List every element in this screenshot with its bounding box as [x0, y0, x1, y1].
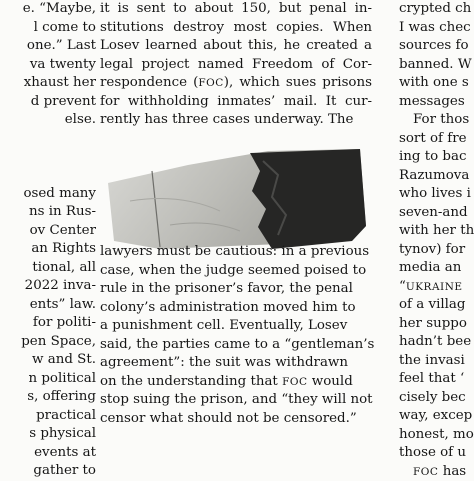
left-column	[0, 0, 96, 481]
text-line: e. “Maybe,	[0, 0, 96, 19]
middle-column	[100, 0, 372, 130]
text-line: I was chec	[399, 19, 474, 38]
text-line: l come to	[0, 19, 96, 38]
text-line: Razumova	[399, 167, 474, 186]
text-line: messages	[399, 93, 474, 112]
text-line: tional, all	[0, 259, 96, 278]
text-line: respondence (FOC), which sues prisons	[100, 74, 372, 93]
text-line: FOC has	[399, 463, 474, 481]
text-line: lawyers must be cautious: in a previous	[100, 243, 372, 262]
text-line: hadn’t bee	[399, 333, 474, 352]
text-line: ov Center	[0, 222, 96, 241]
text-line: a punishment cell. Eventually, Losev	[100, 317, 372, 336]
text-line: osed many	[0, 185, 96, 204]
text-line: else.	[0, 111, 96, 130]
text-line: banned. W	[399, 56, 474, 75]
torn-paper-illustration	[100, 131, 372, 249]
left-column-top-text	[0, 0, 96, 130]
text-line: practical	[0, 407, 96, 426]
text-line: sources fo	[399, 37, 474, 56]
text-line: ing to bac	[399, 148, 474, 167]
text-line: one.” Last	[0, 37, 96, 56]
text-line: feel that ‘	[399, 370, 474, 389]
text-line: seven-and	[399, 204, 474, 223]
text-line: of a villag	[399, 296, 474, 315]
text-line: legal project named Freedom of Cor-	[100, 56, 372, 75]
middle-column-bottom-text	[100, 243, 372, 428]
text-line: way, excep	[399, 407, 474, 426]
text-line: ents” law.	[0, 296, 96, 315]
text-line: with one s	[399, 74, 474, 93]
text-line: rule in the prisoner’s favor, the penal	[100, 280, 372, 299]
text-line: it is sent to about 150, but penal in-	[100, 0, 372, 19]
text-line: with her th	[399, 222, 474, 241]
text-line: sort of fre	[399, 130, 474, 149]
text-line: agreement”: the suit was withdrawn	[100, 354, 372, 373]
middle-column-top-text	[100, 0, 372, 130]
text-line: cisely bec	[399, 389, 474, 408]
text-line: rently has three cases underway. The	[100, 111, 372, 130]
text-line: “UKRAINE	[399, 278, 474, 297]
text-line: for politi-	[0, 314, 96, 333]
text-line: events at	[0, 444, 96, 463]
text-line: n political	[0, 370, 96, 389]
text-line: pen Space,	[0, 333, 96, 352]
text-line: her suppo	[399, 315, 474, 334]
illustration	[100, 131, 372, 249]
left-column-bottom-text	[0, 185, 96, 481]
text-line: s physical	[0, 425, 96, 444]
text-line: who lives i	[399, 185, 474, 204]
text-line: crypted ch	[399, 0, 474, 19]
text-line: s, offering	[0, 388, 96, 407]
text-line: the invasi	[399, 352, 474, 371]
text-line: those of u	[399, 444, 474, 463]
text-line: stop suing the prison, and “they will not	[100, 391, 372, 410]
text-line: censor what should not be censored.”	[100, 410, 372, 429]
text-line: 2022 inva-	[0, 277, 96, 296]
text-line: said, the parties came to a “gentleman’s	[100, 336, 372, 355]
text-line: w and St.	[0, 351, 96, 370]
text-line: tynov) for	[399, 241, 474, 260]
text-line: va twenty	[0, 56, 96, 75]
text-line: on the understanding that FOC would	[100, 373, 372, 392]
text-line: stitutions destroy most copies. When	[100, 19, 372, 38]
text-line: ns in Rus-	[0, 203, 96, 222]
text-line: gather to	[0, 462, 96, 481]
text-line: For thos	[399, 111, 474, 130]
text-line: an Rights	[0, 240, 96, 259]
text-line: d prevent	[0, 93, 96, 112]
text-line: colony’s administration moved him to	[100, 299, 372, 318]
text-line: for withholding inmates’ mail. It cur-	[100, 93, 372, 112]
right-column	[399, 0, 474, 481]
text-line: honest, mo	[399, 426, 474, 445]
text-line: case, when the judge seemed poised to	[100, 262, 372, 281]
text-line: Losev learned about this, he created a	[100, 37, 372, 56]
text-line: xhaust her	[0, 74, 96, 93]
text-line: media an	[399, 259, 474, 278]
